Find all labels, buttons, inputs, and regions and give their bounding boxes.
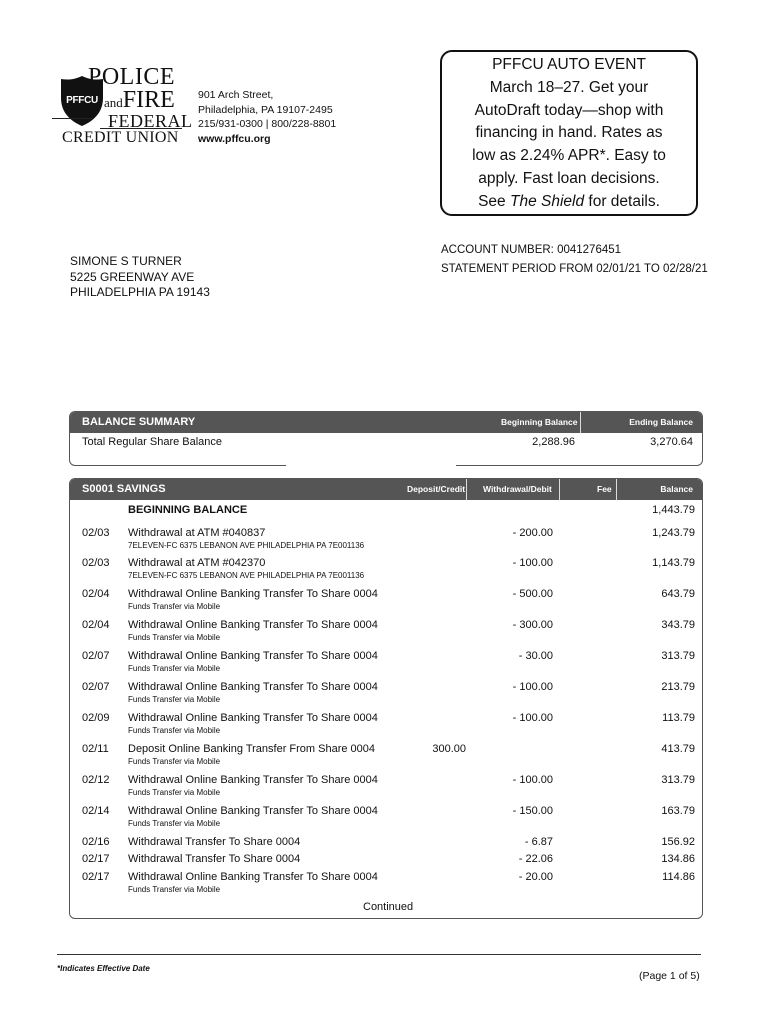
tx-description: Withdrawal Online Banking Transfer To Share 0004 (128, 805, 378, 817)
balance-summary-table (69, 411, 703, 466)
tx-date: 02/17 (82, 853, 110, 865)
balance-summary-title: BALANCE SUMMARY (82, 416, 196, 428)
tx-balance: 413.79 (661, 743, 695, 755)
tx-withdrawal: - 22.06 (518, 853, 553, 865)
tx-detail: Funds Transfer via Mobile (128, 726, 221, 735)
tx-description: Withdrawal Online Banking Transfer To Share 0004 (128, 588, 378, 600)
tx-withdrawal: - 200.00 (512, 527, 553, 539)
tx-description: Withdrawal at ATM #042370 (128, 557, 266, 569)
tx-detail: Funds Transfer via Mobile (128, 633, 221, 642)
logo-line2 (104, 87, 175, 114)
balance-summary-header (70, 412, 702, 433)
statement-period: STATEMENT PERIOD FROM 02/01/21 TO 02/28/21 (441, 263, 708, 275)
tx-balance: 163.79 (661, 805, 695, 817)
tx-detail: 7ELEVEN-FC 6375 LEBANON AVE PHILADELPHIA PA 7E001136 (128, 571, 365, 580)
beginning-balance-label: BEGINNING BALANCE (128, 504, 248, 516)
promo-line (442, 191, 696, 214)
tx-withdrawal: - 100.00 (512, 712, 553, 724)
tx-description: Withdrawal Online Banking Transfer To Share 0004 (128, 650, 378, 662)
tx-detail: Funds Transfer via Mobile (128, 885, 221, 894)
promo-line: PFFCU AUTO EVENT (492, 56, 646, 73)
table-row (70, 433, 702, 455)
logo-fire: FIRE (122, 87, 175, 113)
col-fee: Fee (597, 484, 612, 494)
tx-description: Withdrawal Online Banking Transfer To Share 0004 (128, 619, 378, 631)
promo-text: See (478, 192, 510, 210)
ending-balance-value: 3,270.64 (650, 436, 693, 448)
promo-line: low as 2.24% APR*. Easy to (472, 147, 666, 165)
promo-text: for details. (584, 192, 660, 210)
footer-divider (57, 954, 701, 955)
logo-and: and (104, 95, 123, 110)
recipient-name: SIMONE S TURNER (70, 254, 182, 268)
tx-withdrawal: - 500.00 (512, 588, 553, 600)
recipient-address (70, 254, 210, 301)
promo-line: financing in hand. Rates as (475, 124, 663, 142)
savings-title: S0001 SAVINGS (82, 483, 166, 495)
tx-date: 02/03 (82, 527, 110, 539)
pffcu-logo (52, 62, 193, 152)
tx-description: Deposit Online Banking Transfer From Share 0004 (128, 743, 376, 755)
tx-balance: 313.79 (661, 774, 695, 786)
tx-balance: 1,143.79 (652, 557, 695, 569)
tx-description: Withdrawal Online Banking Transfer To Share 0004 (128, 774, 378, 786)
tx-balance: 156.92 (661, 836, 695, 848)
tx-balance: 1,243.79 (652, 527, 695, 539)
column-divider (580, 412, 581, 433)
tx-withdrawal: - 100.00 (512, 681, 553, 693)
col-beginning-balance: Beginning Balance (501, 417, 578, 427)
column-divider (616, 479, 617, 500)
tx-deposit: 300.00 (432, 743, 466, 755)
address-city: Philadelphia, PA 19107-2495 (198, 103, 333, 116)
tx-description: Withdrawal at ATM #040837 (128, 527, 266, 539)
promo-line: March 18–27. Get your (489, 78, 649, 96)
page-number: (Page 1 of 5) (639, 970, 700, 982)
tx-balance: 113.79 (662, 712, 695, 724)
tx-balance: 134.86 (661, 853, 695, 865)
savings-table (69, 478, 703, 919)
tx-balance: 213.79 (661, 681, 695, 693)
continued-label: Continued (363, 901, 414, 913)
promo-line: apply. Fast loan decisions. (478, 169, 660, 187)
recipient-street: 5225 GREENWAY AVE (70, 269, 195, 284)
tx-detail: 7ELEVEN-FC 6375 LEBANON AVE PHILADELPHIA PA 7E001136 (128, 541, 365, 550)
tx-description: Withdrawal Online Banking Transfer To Share 0004 (128, 871, 378, 883)
col-deposit-credit: Deposit/Credit (407, 484, 466, 494)
institution-address (198, 88, 336, 146)
tx-balance: 643.79 (661, 588, 695, 600)
tx-date: 02/03 (82, 557, 110, 569)
tx-balance: 343.79 (661, 619, 695, 631)
logo-line3: FEDERAL (108, 111, 193, 131)
col-withdrawal-debit: Withdrawal/Debit (483, 484, 552, 494)
tx-description: Withdrawal Transfer To Share 0004 (128, 836, 301, 848)
beginning-balance-value: 1,443.79 (652, 504, 695, 516)
promo-emphasis: The Shield (509, 192, 585, 210)
tx-description: Withdrawal Online Banking Transfer To Share 0004 (128, 712, 378, 724)
logo-rule (52, 118, 92, 119)
tx-date: 02/11 (82, 743, 109, 755)
tx-detail: Funds Transfer via Mobile (128, 664, 221, 673)
logo-shield-text: PFFCU (66, 95, 98, 106)
tx-date: 02/14 (82, 805, 110, 817)
tx-detail: Funds Transfer via Mobile (128, 695, 221, 704)
tx-date: 02/07 (82, 650, 110, 662)
tx-date: 02/07 (82, 681, 110, 693)
tx-withdrawal: - 6.87 (524, 836, 553, 848)
tx-detail: Funds Transfer via Mobile (128, 788, 221, 797)
promo-box (440, 50, 698, 216)
tx-date: 02/04 (82, 588, 110, 600)
tx-date: 02/04 (82, 619, 110, 631)
address-website-link[interactable]: www.pffcu.org (198, 132, 271, 145)
effective-date-note: *Indicates Effective Date (57, 964, 150, 973)
tx-withdrawal: - 100.00 (512, 557, 553, 569)
tx-withdrawal: - 100.00 (512, 774, 553, 786)
tx-date: 02/12 (82, 774, 110, 786)
tx-date: 02/09 (82, 712, 110, 724)
tx-withdrawal: - 150.00 (512, 805, 553, 817)
promo-line: AutoDraft today—shop with (474, 101, 664, 119)
tx-detail: Funds Transfer via Mobile (128, 757, 221, 766)
address-phones: 215/931-0300 | 800/228-8801 (198, 118, 337, 130)
tx-withdrawal: - 300.00 (512, 619, 553, 631)
tx-withdrawal: - 20.00 (518, 871, 553, 883)
tx-description: Withdrawal Online Banking Transfer To Share 0004 (128, 681, 378, 693)
tx-date: 02/16 (82, 836, 110, 848)
savings-header (70, 479, 702, 500)
tx-date: 02/17 (82, 871, 110, 883)
tx-detail: Funds Transfer via Mobile (128, 819, 221, 828)
beginning-balance-value: 2,288.96 (532, 436, 575, 448)
column-divider (559, 479, 560, 500)
account-info (441, 241, 708, 279)
tx-detail: Funds Transfer via Mobile (128, 602, 221, 611)
tx-withdrawal: - 30.00 (518, 650, 553, 662)
account-number: ACCOUNT NUMBER: 0041276451 (441, 244, 622, 256)
logo-line4: CREDIT UNION (62, 129, 179, 146)
tx-balance: 114.86 (662, 871, 695, 883)
logo-line1: POLICE (88, 64, 175, 90)
col-balance: Balance (660, 484, 693, 494)
address-street: 901 Arch Street, (198, 89, 274, 101)
col-ending-balance: Ending Balance (629, 417, 693, 427)
border-gap (286, 463, 456, 468)
tx-balance: 313.79 (661, 650, 695, 662)
recipient-city: PHILADELPHIA PA 19143 (70, 285, 210, 299)
row-label: Total Regular Share Balance (82, 436, 223, 448)
tx-description: Withdrawal Transfer To Share 0004 (128, 853, 301, 865)
column-divider (466, 479, 467, 500)
